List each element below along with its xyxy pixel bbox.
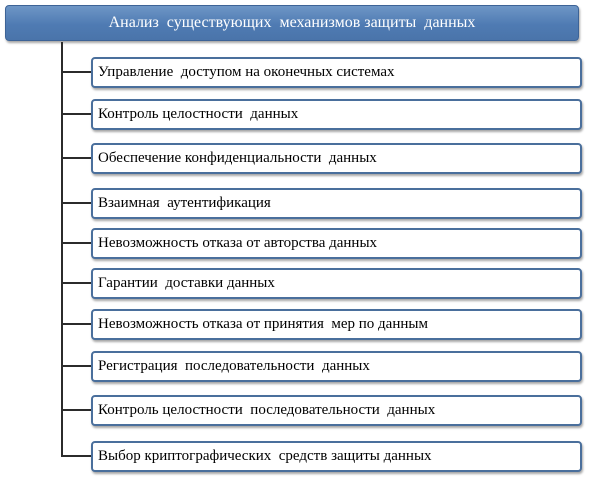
item-box: Выбор криптографических средств защиты данных <box>91 441 582 472</box>
list-item <box>61 99 583 130</box>
list-item <box>61 309 583 340</box>
list-item <box>61 268 583 299</box>
item-box: Обеспечение конфиденциальности данных <box>91 143 582 174</box>
connector-line <box>61 202 91 204</box>
item-box: Регистрация последовательности данных <box>91 351 582 382</box>
connector-line <box>61 365 91 367</box>
item-box: Невозможность отказа от принятия мер по данным <box>91 309 582 340</box>
item-box: Контроль целостности последовательности данных <box>91 395 582 426</box>
connector-line <box>61 71 91 73</box>
list-item <box>61 395 583 426</box>
connector-line <box>61 157 91 159</box>
item-box: Гарантии доставки данных <box>91 268 582 299</box>
connector-line <box>61 113 91 115</box>
connector-line <box>61 323 91 325</box>
connector-line <box>61 455 91 457</box>
list-item <box>61 57 583 88</box>
item-box: Невозможность отказа от авторства данных <box>91 228 582 259</box>
list-item <box>61 188 583 219</box>
diagram-title: Анализ существующих механизмов защиты данных <box>5 5 579 41</box>
list-item <box>61 228 583 259</box>
list-item <box>61 143 583 174</box>
list-item <box>61 441 583 472</box>
item-box: Контроль целостности данных <box>91 99 582 130</box>
connector-line <box>61 242 91 244</box>
connector-line <box>61 409 91 411</box>
item-box: Управление доступом на оконечных системах <box>91 57 582 88</box>
connector-line <box>61 282 91 284</box>
item-box: Взаимная аутентификация <box>91 188 582 219</box>
list-item <box>61 351 583 382</box>
